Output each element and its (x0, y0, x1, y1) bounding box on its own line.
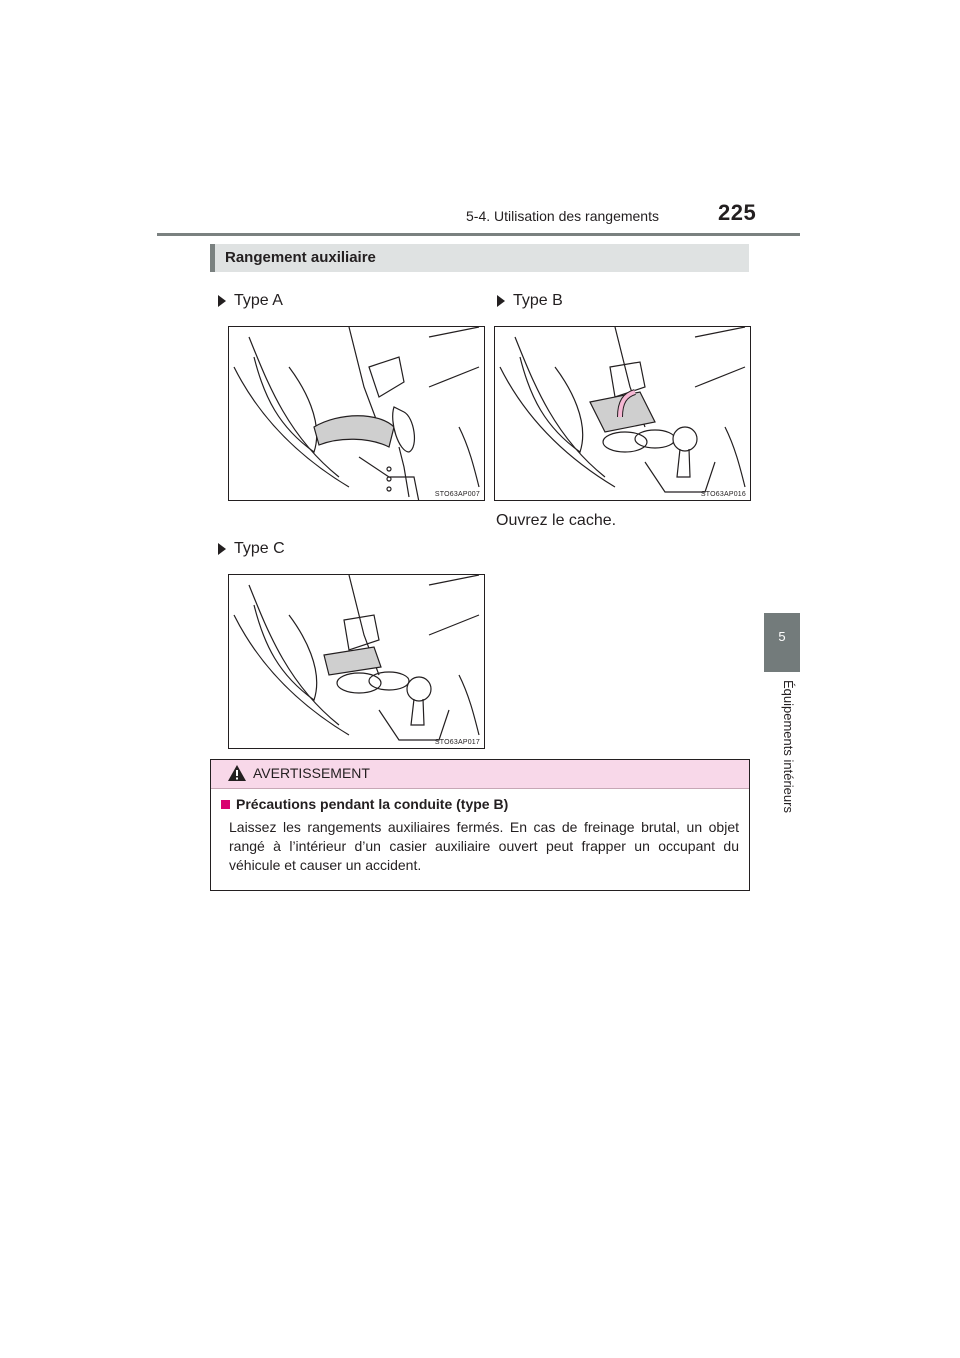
type-b-text: Type B (513, 292, 563, 309)
warning-title: AVERTISSEMENT (253, 765, 370, 781)
type-b-label (497, 292, 563, 310)
chapter-number: 5 (778, 629, 786, 644)
figure-type-b (494, 326, 751, 501)
triangle-bullet-icon (218, 543, 226, 555)
warning-subtitle: Précautions pendant la conduite (type B) (236, 796, 509, 812)
triangle-bullet-icon (497, 295, 505, 307)
warning-header (211, 760, 749, 789)
warning-subtitle-row (221, 796, 508, 812)
warning-body: Laissez les rangements auxiliaires fermés. En cas de freinage brutal, un objet rangé à l’intérieur d’un casier auxiliaire ouvert peut frapper un occupant du véhicule et causer un accident. (229, 819, 739, 873)
chapter-tab (764, 613, 800, 672)
section-heading: Rangement auxiliaire (210, 244, 749, 272)
type-c-text: Type C (234, 540, 285, 557)
square-bullet-icon (221, 800, 230, 809)
header-section-title: 5-4. Utilisation des rangements (466, 208, 659, 224)
warning-box (210, 759, 750, 891)
type-a-text: Type A (234, 292, 283, 309)
figure-type-a (228, 326, 485, 501)
page-number: 225 (718, 200, 757, 225)
caption-type-b: Ouvrez le cache. (496, 512, 617, 529)
figure-code: STO63AP007 (434, 491, 480, 498)
triangle-bullet-icon (218, 295, 226, 307)
chapter-label: Équipements intérieurs (781, 680, 796, 813)
figure-type-c (228, 574, 485, 749)
header-rule (157, 233, 800, 236)
type-c-label (218, 540, 285, 558)
warning-triangle-icon (227, 764, 247, 782)
type-a-label (218, 292, 283, 310)
figure-code: STO63AP016 (700, 491, 746, 498)
figure-code: STO63AP017 (434, 739, 480, 746)
